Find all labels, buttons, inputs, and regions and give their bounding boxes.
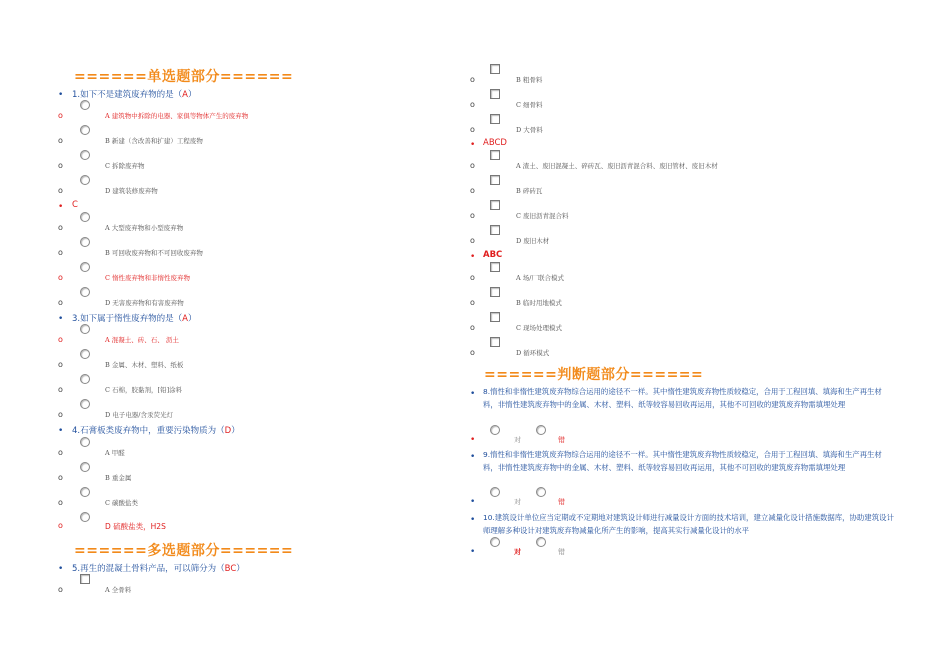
q5-option-a: A 全骨料 (105, 586, 132, 594)
list-marker: o (58, 521, 63, 530)
list-marker: o (470, 323, 475, 332)
q3-option-b-radio[interactable] (80, 349, 90, 359)
question-answer: A (182, 90, 188, 100)
q4-option-d-radio[interactable] (80, 512, 90, 522)
q3-option-b: B 金属、木材、塑料、纸板 (105, 361, 184, 369)
list-marker: o (470, 186, 475, 195)
section-true-false: ======判断题部分====== (484, 367, 704, 383)
q6-option-c-checkbox[interactable] (490, 200, 500, 210)
list-marker: o (58, 335, 63, 344)
list-marker: o (58, 248, 63, 257)
q9-false-radio[interactable] (536, 487, 546, 497)
bullet: • (470, 515, 476, 525)
q9-false-label: 错 (558, 498, 565, 506)
q6-option-b: B 碎砖瓦 (516, 187, 543, 195)
q6-option-a-checkbox[interactable] (490, 150, 500, 160)
bullet: • (470, 252, 476, 262)
question-number: 10. (483, 513, 495, 522)
question-2 (72, 200, 78, 210)
q2-option-a: A 大型废弃物和小型废弃物 (105, 224, 184, 232)
q8-true-label: 对 (514, 436, 521, 444)
q3-option-a: A 混凝土、砖、石、 沥土 (105, 336, 179, 344)
q5-option-c-checkbox[interactable] (490, 89, 500, 99)
q5-option-d-checkbox[interactable] (490, 114, 500, 124)
q6-option-a: A 渣土、废旧混凝土、碎砖瓦、废旧沥青混合料、废旧管材、废旧木材 (516, 162, 718, 170)
question-close: ） (236, 564, 245, 574)
q2-option-d-radio[interactable] (80, 287, 90, 297)
q6-option-b-checkbox[interactable] (490, 175, 500, 185)
q2-option-c-radio[interactable] (80, 262, 90, 272)
list-marker: o (58, 585, 63, 594)
q2-option-b: B 可回收废弃物和不可回收废弃物 (105, 249, 203, 257)
list-marker: o (58, 186, 63, 195)
list-marker: o (58, 298, 63, 307)
q2-option-b-radio[interactable] (80, 237, 90, 247)
bullet: • (470, 452, 476, 462)
list-marker: o (470, 273, 475, 282)
section-multi-choice: ======多选题部分====== (74, 543, 294, 559)
list-marker: o (58, 111, 63, 120)
question-number: 5. (72, 564, 81, 574)
bullet: • (470, 547, 476, 557)
bullet: • (58, 202, 64, 212)
q1-option-d-radio[interactable] (80, 175, 90, 185)
q10-true-label: 对 (514, 547, 521, 556)
question-4 (72, 424, 240, 436)
q4-option-b: B 重金属 (105, 474, 132, 482)
list-marker: o (58, 498, 63, 507)
q7-option-d-checkbox[interactable] (490, 337, 500, 347)
question-7-answer: ABC (483, 250, 503, 260)
question-9 (483, 448, 895, 474)
q5-option-c: C 细骨料 (516, 101, 543, 109)
q8-true-radio[interactable] (490, 425, 500, 435)
bullet: • (470, 435, 476, 445)
q4-option-a: A 甲醛 (105, 449, 125, 457)
list-marker: o (470, 236, 475, 245)
q1-option-c: C 拆除废弃物 (105, 162, 145, 170)
q2-option-d: D 无害废弃物和有害废弃物 (105, 299, 184, 307)
q5-option-a-checkbox[interactable] (80, 574, 90, 584)
q7-option-b: B 临时用地模式 (516, 299, 562, 307)
bullet: • (58, 564, 64, 574)
question-6-answer: ABCD (483, 138, 507, 148)
bullet: • (470, 497, 476, 507)
question-close: ） (187, 314, 197, 324)
q5-option-b: B 粗骨料 (516, 76, 543, 84)
bullet: • (470, 140, 476, 150)
list-marker: o (58, 473, 63, 482)
list-marker: o (470, 211, 475, 220)
question-text: 再生的混凝土骨料产品，可以筛分为（ (80, 564, 225, 574)
list-marker: o (470, 348, 475, 357)
list-marker: o (470, 161, 475, 170)
question-8 (483, 385, 895, 411)
question-text: 惰性和非惰性建筑废弃物综合运用的途径不一样。其中惰性建筑废弃物性质较稳定，合用于工程回填、填海和生产再生材料，非惰性建筑废弃物中的金属、木材、塑料、纸等较容易回收再运用，其他不可回收的建筑废弃物需填埋处理 (483, 450, 882, 472)
q3-option-d-radio[interactable] (80, 399, 90, 409)
question-answer: C (72, 200, 78, 210)
q7-option-d: D 循环模式 (516, 349, 550, 357)
q9-true-label: 对 (514, 498, 521, 506)
q2-option-a-radio[interactable] (80, 212, 90, 222)
question-answer: BC (224, 564, 237, 574)
q1-option-a: A 建筑物中拆除的电器、家俱等物体产生的废弃物 (105, 112, 249, 120)
q2-option-c: C 惰性废弃物和非惰性废弃物 (105, 274, 191, 282)
question-close: ） (187, 90, 197, 100)
q1-option-a-radio[interactable] (80, 100, 90, 110)
bullet: • (470, 389, 476, 399)
q1-option-c-radio[interactable] (80, 150, 90, 160)
q7-option-a: A 场/厂联合模式 (516, 274, 564, 282)
q5-option-b-checkbox[interactable] (490, 64, 500, 74)
q4-option-b-radio[interactable] (80, 462, 90, 472)
q1-option-b: B 新建（含改善和扩建）工程废物 (105, 137, 203, 145)
q1-option-b-radio[interactable] (80, 125, 90, 135)
bullet: • (58, 426, 64, 436)
question-3 (72, 312, 196, 324)
list-marker: o (58, 223, 63, 232)
question-text: 石膏板类废弃物中，重要污染物质为（ (80, 426, 225, 436)
q7-option-a-checkbox[interactable] (490, 262, 500, 272)
q7-option-b-checkbox[interactable] (490, 287, 500, 297)
question-answer: D (224, 426, 232, 436)
q3-option-c: C 石棉，胶黏剂，[铅]涂料 (105, 386, 183, 394)
q7-option-c: C 现场处理模式 (516, 324, 563, 332)
q5-option-d: D 大骨料 (516, 126, 543, 134)
q9-true-radio[interactable] (490, 487, 500, 497)
question-number: 8. (483, 387, 491, 396)
question-10 (483, 511, 895, 537)
list-marker: o (58, 136, 63, 145)
question-number: 1. (72, 90, 81, 100)
q4-option-d: D 硫酸盐类，H2S (105, 522, 166, 531)
question-number: 3. (72, 314, 81, 324)
question-close: ） (231, 426, 240, 436)
list-marker: o (470, 298, 475, 307)
q4-option-c-radio[interactable] (80, 487, 90, 497)
list-marker: o (470, 100, 475, 109)
q3-option-c-radio[interactable] (80, 374, 90, 384)
question-5 (72, 562, 245, 574)
list-marker: o (470, 125, 475, 134)
q8-false-radio[interactable] (536, 425, 546, 435)
list-marker: o (58, 273, 63, 282)
q6-option-d: D 废旧木材 (516, 237, 550, 245)
list-marker: o (58, 410, 63, 419)
q7-option-c-checkbox[interactable] (490, 312, 500, 322)
question-text: 如下属于惰性废弃物的是（ (80, 314, 183, 324)
q1-option-d: D 建筑装修废弃物 (105, 187, 158, 195)
q10-false-label: 错 (558, 548, 565, 556)
list-marker: o (470, 75, 475, 84)
q4-option-a-radio[interactable] (80, 437, 90, 447)
q3-option-d: D 电子电器/含汞荧光灯 (105, 411, 173, 419)
question-number: 4. (72, 426, 81, 436)
question-1 (72, 88, 196, 100)
question-text: 如下不是建筑废弃物的是（ (80, 90, 183, 100)
q3-option-a-radio[interactable] (80, 324, 90, 334)
q4-option-c: C 碳酸盐类 (105, 499, 139, 507)
question-text: 惰性和非惰性建筑废弃物综合运用的途径不一样。其中惰性建筑废弃物性质较稳定，合用于工程回填、填海和生产再生材料，非惰性建筑废弃物中的金属、木材、塑料、纸等较容易回收再运用，其他不可回收的建筑废弃物需填埋处理 (483, 387, 882, 409)
list-marker: o (58, 161, 63, 170)
section-single-choice: ======单选题部分====== (74, 69, 294, 85)
bullet: • (58, 90, 64, 100)
q8-false-label: 错 (558, 436, 565, 444)
q6-option-d-checkbox[interactable] (490, 225, 500, 235)
q10-true-radio[interactable] (490, 537, 500, 547)
q10-false-radio[interactable] (536, 537, 546, 547)
question-text: 建筑设计单位应当定期或不定期地对建筑设计师进行减量设计方面的技术培训，建立减量化设计措施数据库，协助建筑设计师理解多种设计对建筑废弃物减量化所产生的影响，提高其实行减量化设计的水平 (483, 513, 894, 535)
question-number: 9. (483, 450, 491, 459)
list-marker: o (58, 448, 63, 457)
bullet: • (58, 314, 64, 324)
list-marker: o (58, 360, 63, 369)
q6-option-c: C 废旧沥青混合料 (516, 212, 569, 220)
list-marker: o (58, 385, 63, 394)
question-answer: A (182, 314, 188, 324)
